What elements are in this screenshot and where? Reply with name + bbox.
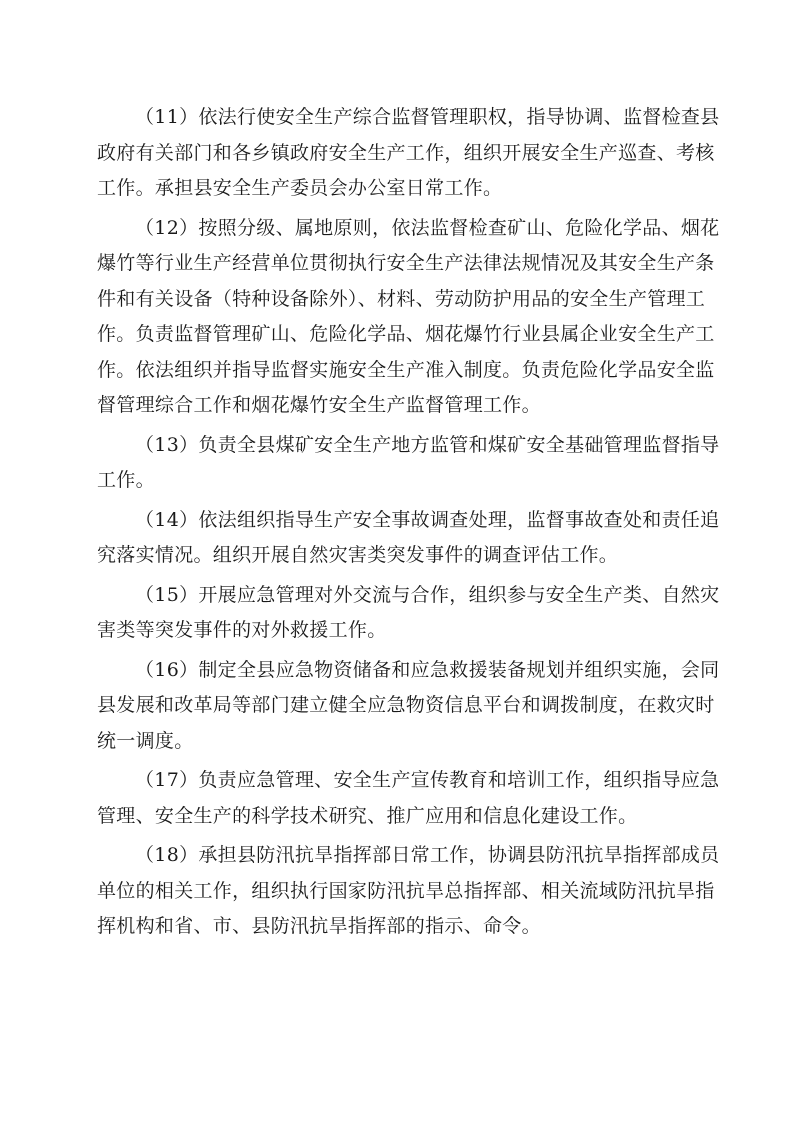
paragraph-15: [97, 578, 720, 649]
text-line: 究落实情况。组织开展自然灾害类突发事件的调查评估工作。: [97, 544, 619, 566]
paragraph-16: [97, 653, 720, 760]
paragraph-13: [97, 428, 720, 499]
paragraph-17: [97, 763, 720, 834]
text-line: 统一调度。: [97, 729, 194, 752]
text-line: 工作。: [97, 469, 155, 491]
text-line: 单位的相关工作，组织执行国家防汛抗旱总指挥部、相关流域防汛抗旱指: [97, 879, 715, 902]
text-line: 管理、安全生产的科学技术研究、推广应用和信息化建设工作。: [97, 804, 638, 827]
paragraph-12: [97, 211, 720, 424]
paragraph-14: [97, 503, 720, 574]
text-line: 督管理综合工作和烟花爆竹安全生产监督管理工作。: [97, 394, 541, 416]
text-line: 工作。承担县安全生产委员会办公室日常工作。: [97, 177, 503, 199]
text-line: （14）依法组织指导生产安全事故调查处理，监督事故查处和责任追: [135, 508, 720, 531]
text-line: （16）制定全县应急物资储备和应急救援装备规划并组织实施，会同: [135, 658, 720, 681]
text-line: 县发展和改革局等部门建立健全应急物资信息平台和调拨制度，在救灾时: [97, 694, 715, 716]
text-line: 爆竹等行业生产经营单位贯彻执行安全生产法律法规情况及其安全生产条: [97, 252, 715, 274]
text-line: 害类等突发事件的对外救援工作。: [97, 619, 387, 641]
text-line: 政府有关部门和各乡镇政府安全生产工作，组织开展安全生产巡查、考核: [97, 141, 715, 164]
document-body: [97, 100, 720, 949]
text-line: （17）负责应急管理、安全生产宣传教育和培训工作，组织指导应急: [135, 769, 720, 791]
text-line: 件和有关设备（特种设备除外）、材料、劳动防护用品的安全生产管理工: [97, 287, 706, 310]
paragraph-18: [97, 838, 720, 945]
text-line: （11）依法行使安全生产综合监督管理职权，指导协调、监督检查县: [135, 106, 720, 128]
paragraph-11: [97, 100, 720, 207]
text-line: （18）承担县防汛抗旱指挥部日常工作，协调县防汛抗旱指挥部成员: [135, 844, 720, 866]
text-line: 挥机构和省、市、县防汛抗旱指挥部的指示、命令。: [97, 915, 541, 937]
text-line: （13）负责全县煤矿安全生产地方监管和煤矿安全基础管理监督指导: [135, 433, 720, 456]
text-line: 作。依法组织并指导监督实施安全生产准入制度。负责危险化学品安全监: [97, 358, 715, 381]
text-line: （15）开展应急管理对外交流与合作，组织参与安全生产类、自然灾: [135, 583, 720, 606]
text-line: （12）按照分级、属地原则，依法监督检查矿山、危险化学品、烟花: [135, 216, 720, 239]
text-line: 作。负责监督管理矿山、危险化学品、烟花爆竹行业县属企业安全生产工: [97, 323, 715, 345]
